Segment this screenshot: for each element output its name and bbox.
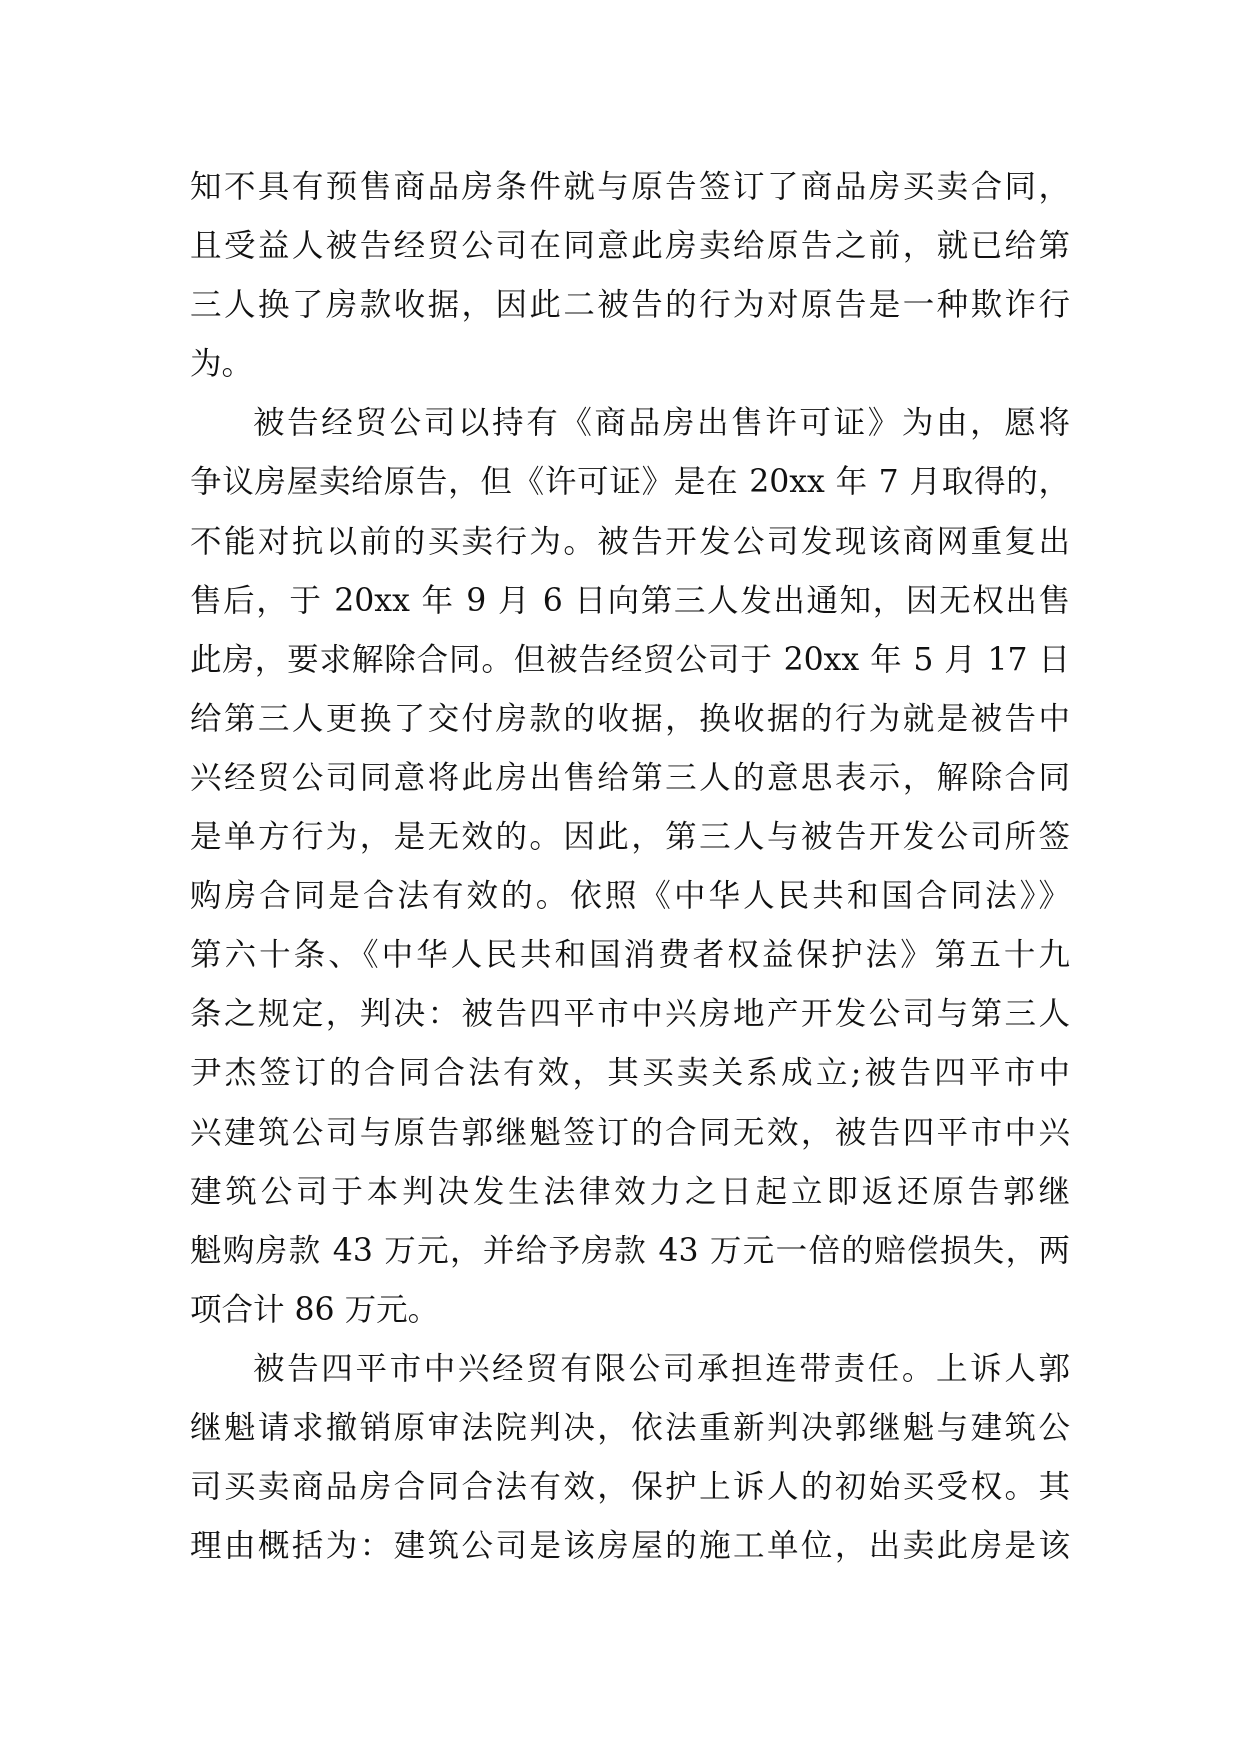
text-line: 兴经贸公司同意将此房出售给第三人的意思表示，解除合同 [190, 759, 1070, 796]
text-line: 建筑公司于本判决发生法律效力之日起立即返还原告郭继 [190, 1173, 1070, 1210]
text-line: 不能对抗以前的买卖行为。被告开发公司发现该商网重复出 [190, 523, 1070, 560]
text-line: 是单方行为，是无效的。因此，第三人与被告开发公司所签 [190, 819, 1070, 856]
text-line: 继魁请求撤销原审法院判决，依法重新判决郭继魁与建筑公 [190, 1409, 1070, 1446]
text-line: 第六十条、《中华人民共和国消费者权益保护法》第五十九 [190, 937, 1070, 974]
text-line: 知不具有预售商品房条件就与原告签订了商品房买卖合同， [190, 169, 1070, 205]
text-line: 购房合同是合法有效的。依照《中华人民共和国合同法》》 [190, 878, 1070, 915]
text-line: 被告经贸公司以持有《商品房出售许可证》为由，愿将 [253, 405, 1070, 442]
text-line: 尹杰签订的合同合法有效，其买卖关系成立;被告四平市中 [190, 1055, 1070, 1092]
text-line: 争议房屋卖给原告，但《许可证》是在 20xx 年 7 月取得的， [190, 464, 1070, 501]
text-line: 给第三人更换了交付房款的收据，换收据的行为就是被告中 [190, 700, 1070, 737]
text-line: 且受益人被告经贸公司在同意此房卖给原告之前，就已给第 [190, 228, 1070, 265]
text-line: 魁购房款 43 万元，并给予房款 43 万元一倍的赔偿损失，两 [190, 1232, 1070, 1269]
body-text [190, 158, 1070, 1576]
text-line: 此房，要求解除合同。但被告经贸公司于 20xx 年 5 月 17 日 [190, 641, 1070, 678]
text-line: 司买卖商品房合同合法有效，保护上诉人的初始买受权。其 [190, 1469, 1070, 1506]
text-line: 被告四平市中兴经贸有限公司承担连带责任。上诉人郭 [253, 1350, 1070, 1387]
text-line: 条之规定，判决：被告四平市中兴房地产开发公司与第三人 [190, 996, 1070, 1033]
text-line: 理由概括为：建筑公司是该房屋的施工单位，出卖此房是该 [190, 1528, 1070, 1565]
text-line: 项合计 86 万元。 [190, 1291, 440, 1328]
text-line: 兴建筑公司与原告郭继魁签订的合同无效，被告四平市中兴 [190, 1114, 1070, 1151]
text-line: 为。 [190, 346, 254, 383]
text-line: 售后，于 20xx 年 9 月 6 日向第三人发出通知，因无权出售 [190, 582, 1070, 619]
text-line: 三人换了房款收据，因此二被告的行为对原告是一种欺诈行 [190, 287, 1070, 324]
